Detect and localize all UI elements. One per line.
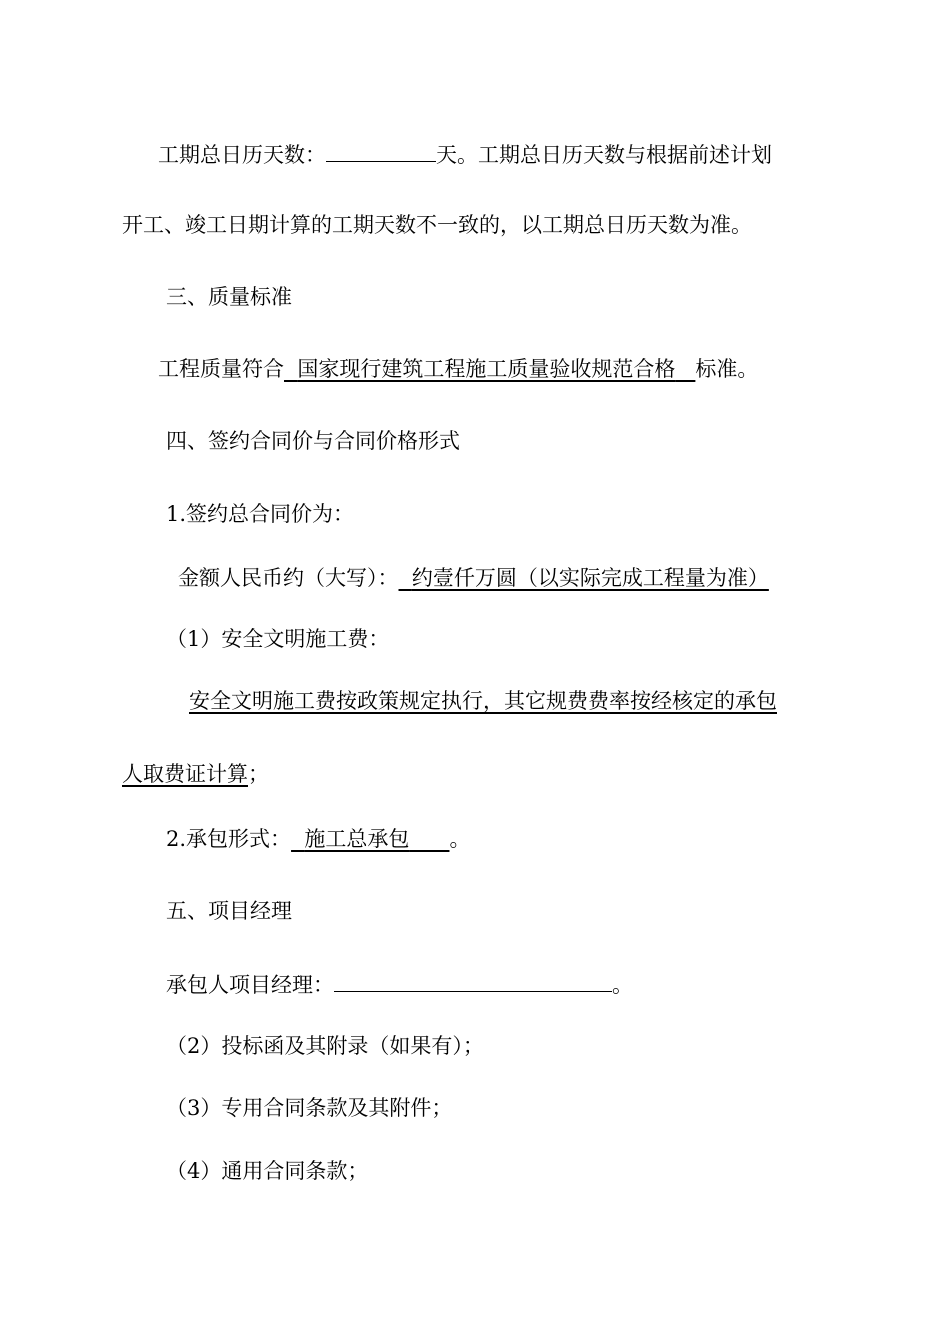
price-item-1: 1.签约总合同价为： (166, 502, 355, 526)
safety-fee-text-1: 安全文明施工费按政策规定执行，其它规费费率按经核定的承包 (189, 689, 777, 713)
contract-form-end: 。 (449, 827, 471, 851)
amount-pad (399, 566, 412, 590)
quality-value: 国家现行建筑工程施工质量验收规范合格 (297, 357, 676, 381)
duration-line-1 (158, 139, 772, 169)
contract-form-label: 2.承包形式： (166, 827, 292, 851)
manager-label: 承包人项目经理： (166, 973, 334, 997)
safety-fee-line-2 (122, 760, 269, 788)
manager-line (166, 969, 633, 999)
duration-label: 工期总日历天数： (158, 143, 326, 167)
safety-fee-text-2: 人取费证计算 (122, 762, 248, 786)
contract-form-value: 施工总承包 (304, 827, 410, 851)
document-item: （4）通用合同条款； (166, 1159, 369, 1183)
quality-standard-line (158, 355, 758, 383)
contract-form-pad-right (409, 827, 449, 851)
safety-fee-label: （1）安全文明施工费： (166, 627, 390, 651)
document-item: （2）投标函及其附录（如果有）； (166, 1034, 484, 1058)
document-item: （3）专用合同条款及其附件； (166, 1096, 453, 1120)
quality-value-pad-left (284, 357, 297, 381)
amount-value: 约壹仟万圆（以实际完成工程量为准） (411, 566, 769, 590)
safety-fee-end: ； (248, 762, 269, 786)
duration-days-blank (326, 139, 436, 162)
amount-label: 金额人民币约（大写）： (178, 566, 399, 590)
contract-form-line (166, 825, 470, 853)
amount-line (178, 564, 769, 592)
duration-text: 天。工期总日历天数与根据前述计划 (436, 143, 772, 167)
safety-fee-line-1 (189, 687, 777, 715)
contract-form-pad-left (291, 827, 304, 851)
section-heading-price: 四、签约合同价与合同价格形式 (166, 429, 460, 453)
manager-blank (334, 969, 612, 992)
section-heading-quality: 三、质量标准 (166, 285, 292, 309)
section-heading-manager: 五、项目经理 (166, 899, 292, 923)
quality-value-pad-right (675, 357, 695, 381)
quality-prefix: 工程质量符合 (158, 357, 284, 381)
quality-suffix: 标准。 (695, 357, 759, 381)
duration-line-2: 开工、竣工日期计算的工期天数不一致的，以工期总日历天数为准。 (122, 213, 752, 237)
manager-end: 。 (612, 973, 633, 997)
